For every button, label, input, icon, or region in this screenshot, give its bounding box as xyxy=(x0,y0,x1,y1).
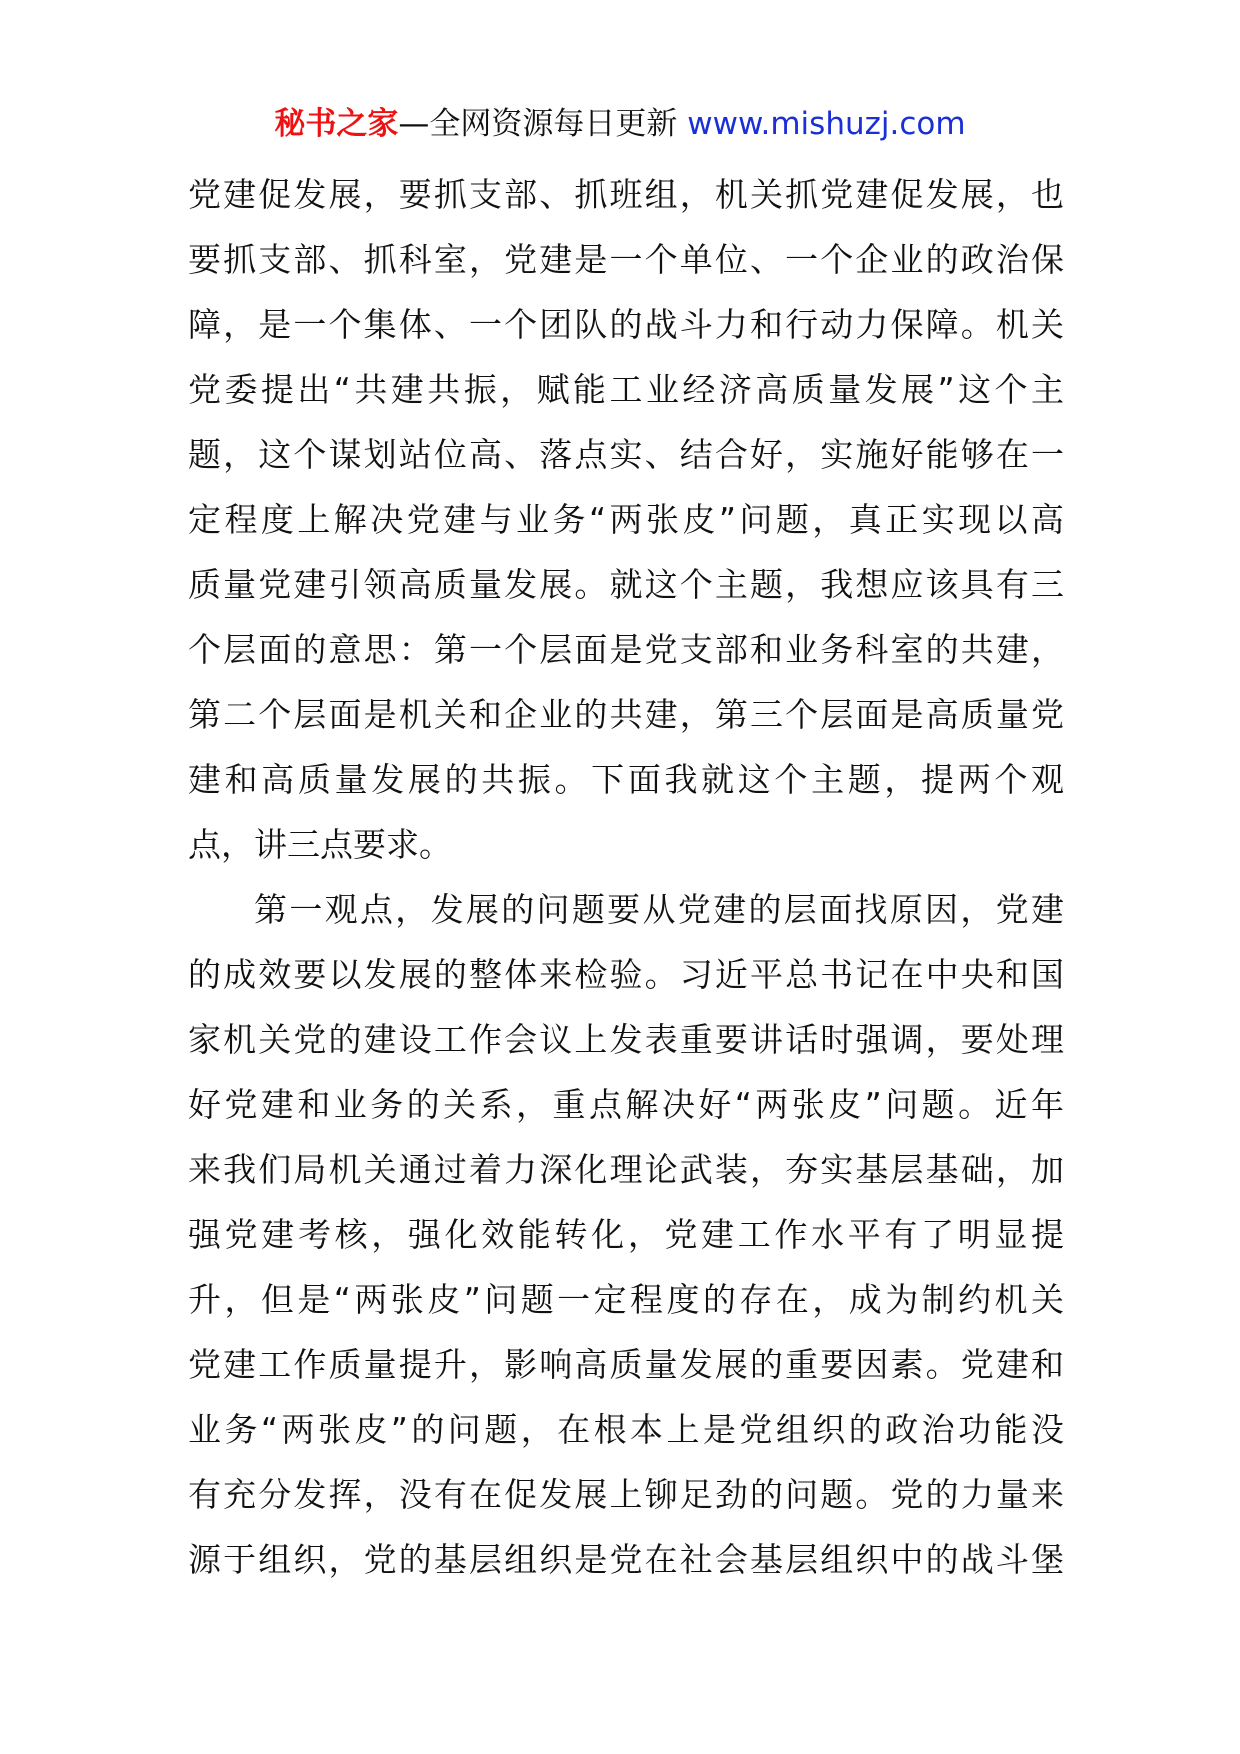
text-line: 好党建和业务的关系，重点解决好“两张皮”问题。近年 xyxy=(188,1085,1064,1124)
text-line: 个层面的意思：第一个层面是党支部和业务科室的共建， xyxy=(188,630,1064,669)
paragraph-2 xyxy=(188,877,1064,1592)
text-line: 源于组织，党的基层组织是党在社会基层组织中的战斗堡 xyxy=(188,1540,1064,1579)
document-body xyxy=(188,162,1064,1592)
text-line: 建和高质量发展的共振。下面我就这个主题，提两个观 xyxy=(188,760,1064,799)
brand-name: 秘书之家 xyxy=(274,106,399,142)
header-tagline: —全网资源每日更新 xyxy=(398,106,678,142)
text-line: 点，讲三点要求。 xyxy=(188,825,452,864)
text-line: 定程度上解决党建与业务“两张皮”问题，真正实现以高 xyxy=(188,500,1064,539)
text-line: 升，但是“两张皮”问题一定程度的存在，成为制约机关 xyxy=(188,1280,1064,1319)
text-line: 业务“两张皮”的问题，在根本上是党组织的政治功能没 xyxy=(188,1410,1064,1449)
site-url-link[interactable]: www.mishuzj.com xyxy=(687,106,966,142)
text-line: 的成效要以发展的整体来检验。习近平总书记在中央和国 xyxy=(188,955,1064,994)
text-line: 质量党建引领高质量发展。就这个主题，我想应该具有三 xyxy=(188,565,1064,604)
text-line: 要抓支部、抓科室，党建是一个单位、一个企业的政治保 xyxy=(188,240,1064,279)
text-line: 强党建考核，强化效能转化，党建工作水平有了明显提 xyxy=(188,1215,1064,1254)
text-line: 障，是一个集体、一个团队的战斗力和行动力保障。机关 xyxy=(188,305,1064,344)
text-line: 第二个层面是机关和企业的共建，第三个层面是高质量党 xyxy=(188,695,1064,734)
paragraph-1 xyxy=(188,162,1064,877)
page-header xyxy=(0,102,1240,146)
text-line: 党建促发展，要抓支部、抓班组，机关抓党建促发展，也 xyxy=(188,175,1064,214)
text-line: 第一观点，发展的问题要从党建的层面找原因，党建 xyxy=(254,890,1064,929)
text-line: 党委提出“共建共振，赋能工业经济高质量发展”这个主 xyxy=(188,370,1064,409)
text-line: 党建工作质量提升，影响高质量发展的重要因素。党建和 xyxy=(188,1345,1064,1384)
text-line: 有充分发挥，没有在促发展上铆足劲的问题。党的力量来 xyxy=(188,1475,1064,1514)
text-line: 来我们局机关通过着力深化理论武装，夯实基层基础，加 xyxy=(188,1150,1064,1189)
text-line: 题，这个谋划站位高、落点实、结合好，实施好能够在一 xyxy=(188,435,1064,474)
text-line: 家机关党的建设工作会议上发表重要讲话时强调，要处理 xyxy=(188,1020,1064,1059)
